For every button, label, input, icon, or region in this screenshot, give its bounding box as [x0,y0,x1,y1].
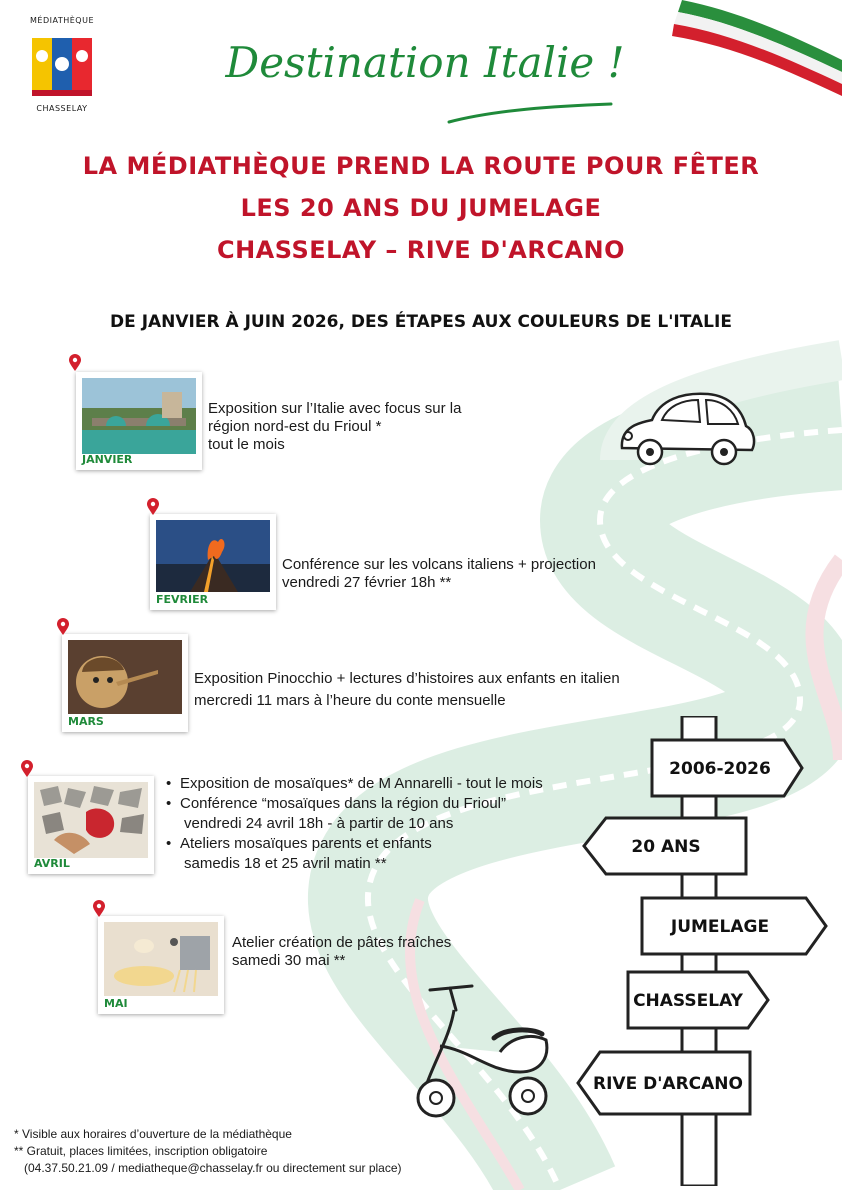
sign-text-rive-darcano: RIVE D'ARCANO [593,1074,743,1094]
event-mars-text [194,668,620,712]
photo-frioul-bridge [82,378,196,454]
title-underline [445,100,615,130]
photo-card-janvier [76,372,202,470]
photo-card-fevrier [150,514,276,610]
event-mai-line-1: Atelier création de pâtes fraîches [232,934,452,951]
event-mars-line-2: mercredi 11 mars à l’heure du conte mensuelle [194,692,506,709]
mediatheque-logo [22,16,102,116]
event-avril-bullet-3: • Ateliers mosaïques parents et enfants [166,834,543,854]
event-fevrier-line-2: vendredi 27 février 18h ** [282,574,452,591]
photo-pinocchio [68,640,182,714]
logo-bottom-text: CHASSELAY [36,104,88,113]
event-avril-bullet-2: • Conférence “mosaïques dans la région du Frioul” [166,794,543,814]
logo-top-text: MÉDIATHÈQUE [30,16,94,25]
event-janvier-line-3: tout le mois [208,436,285,453]
footnotes [14,1126,402,1177]
page-title: Destination Italie ! [225,38,625,87]
month-label-mars: MARS [68,715,104,728]
event-avril-bullet-3-detail: samedis 18 et 25 avril matin ** [184,855,387,872]
map-pin-icon [68,354,82,372]
fiat-car-illustration [612,386,760,476]
headline-line-2: LES 20 ANS DU JUMELAGE [240,194,602,222]
photo-fresh-pasta [104,922,218,996]
sign-text-20-ans: 20 ANS [631,837,701,857]
month-label-avril: AVRIL [34,857,70,870]
italian-flag-ribbon [672,0,842,100]
map-pin-icon [146,498,160,516]
event-avril-list [166,774,543,874]
event-avril-bullet-2-detail: vendredi 24 avril 18h - à partir de 10 ans [184,815,454,832]
event-avril-bullet-1: • Exposition de mosaïques* de M Annarelli - tout le mois [166,774,543,794]
subheading: DE JANVIER À JUIN 2026, DES ÉTAPES AUX COULEURS DE L'ITALIE [110,312,732,332]
footnote-1: * Visible aux horaires d’ouverture de la médiathèque [14,1127,292,1141]
month-label-janvier: JANVIER [82,453,133,466]
vespa-scooter-illustration [410,976,560,1126]
photo-volcano [156,520,270,592]
footnote-3: (04.37.50.21.09 / mediatheque@chasselay.fr ou directement sur place) [14,1161,402,1175]
sign-text-jumelage: JUMELAGE [670,917,770,937]
map-pin-icon [56,618,70,636]
map-pin-icon [92,900,106,918]
sign-text-2006-2026: 2006-2026 [669,759,771,779]
photo-card-mars [62,634,188,732]
signpost-illustration [570,716,832,1186]
photo-card-avril [28,776,154,874]
event-janvier-text [208,400,461,454]
event-mai-line-2: samedi 30 mai ** [232,952,346,969]
sign-text-chasselay: CHASSELAY [633,991,743,1011]
map-pin-icon [20,760,34,778]
event-fevrier-text [282,556,596,592]
event-mars-line-1: Exposition Pinocchio + lectures d’histoires aux enfants en italien [194,670,620,687]
event-fevrier-line-1: Conférence sur les volcans italiens + projection [282,556,596,573]
footnote-2: ** Gratuit, places limitées, inscription obligatoire [14,1144,268,1158]
photo-card-mai [98,916,224,1014]
headline-line-3: CHASSELAY – RIVE D'ARCANO [216,236,626,264]
headline-line-1: LA MÉDIATHÈQUE PREND LA ROUTE POUR FÊTER [82,152,760,180]
logo-emblem-icon [30,34,94,100]
event-mai-text [232,934,451,970]
month-label-mai: MAI [104,997,128,1010]
event-janvier-line-2: région nord-est du Frioul * [208,418,382,435]
photo-mosaic [34,782,148,858]
month-label-fevrier: FEVRIER [156,593,209,606]
event-janvier-line-1: Exposition sur l’Italie avec focus sur la [208,400,462,417]
